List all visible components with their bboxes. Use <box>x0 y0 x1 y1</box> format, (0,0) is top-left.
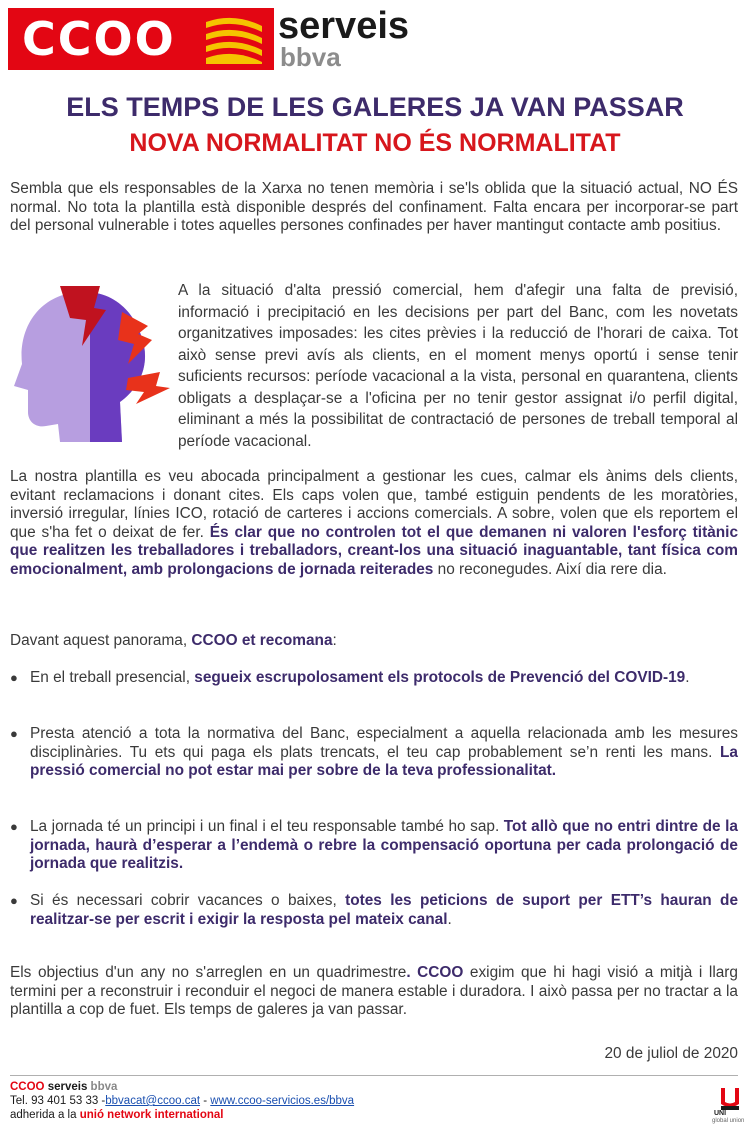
ccoo-logo-text: CCOO <box>22 12 176 66</box>
footer-network: unió network international <box>79 1109 224 1121</box>
panorama-text: Davant aquest panorama, <box>10 632 192 649</box>
bullet-text: En el treball presencial, segueix escrupolosament els protocols de Prevenció del COVID-19. <box>30 669 690 686</box>
footer-adherida: adherida a la unió network international <box>10 1109 224 1121</box>
paragraph-plantilla <box>10 468 738 579</box>
uni-logo-text: UNI <box>714 1110 727 1117</box>
brand-serveis: serveis <box>278 5 410 47</box>
panorama-line <box>10 632 738 651</box>
bullet-item <box>10 818 738 874</box>
bullet-icon: ● <box>10 819 18 834</box>
bullet-text: La jornada té un principi i un final i el teu responsable també ho sap. Tot allò que no entri dintre de la jornada, haurà d’esperar a l’endemà o rebre la compensació oportuna per cada prolongació de jornada que realitzis. <box>30 818 738 872</box>
footer-web-link[interactable]: www.ccoo-servicios.es/bbva <box>210 1095 355 1107</box>
bullet-text: Si és necessari cobrir vacances o baixes, totes les peticions de suport per ETT’s hauran de realitzar-se per escrit i exigir la resposta pel mateix canal. <box>30 892 739 928</box>
ccoo-logo <box>8 8 274 70</box>
side-paragraph: A la situació d'alta pressió comercial, hem d'afegir una falta de previsió, informació i precipitació en les decisions per part del Banc, com les novetats organitzatives imposades: les cites prèvies i la reducció de l'horari de caixa. Tot això sense previ avís als clients, en el moment menys oportú i sense tenir suficients recursos: període vacacional a la vista, personal en quarantena, clients obligats a desplaçar-se a l'oficina per no tenir gestor assignat i/o perfil digital, eliminant a més la possibilitat de contractació de persones de treball temporal al període vacacional. <box>178 282 738 450</box>
paragraph-plantilla-bold: És clar que no controlen tot el que demanen ni valoren l'esforç titànic que realitzen les treballadores i treballadors, creant-los una situació inaguantable, tant física com emocionalment, amb prolongacions de jornada reiterades <box>10 523 738 578</box>
closing-paragraph <box>10 964 738 1020</box>
bullet-item <box>10 669 738 688</box>
bullet-icon: ● <box>10 670 18 685</box>
closing-bold: . CCOO <box>406 964 464 981</box>
panorama-tail: : <box>332 632 337 649</box>
paragraph-plantilla-text: La nostra plantilla es veu abocada principalment a gestionar les cues, calmar els ànims dels clients, evitant reclamacions i donant cites. Els caps volen que, també estiguin pendents de les moratòries, inversió irregular, línies ICO, rotació de carteres i accions comercials. A sobre, volen que els reportem el que s'ha fet o deixat de fer. <box>10 468 738 541</box>
panorama-bold: CCOO et recomana <box>191 632 333 649</box>
bullet-icon: ● <box>10 893 18 908</box>
bullet-item <box>10 892 738 929</box>
footer-tel: Tel. 93 401 53 33 - <box>10 1095 106 1107</box>
footer-divider <box>10 1075 738 1076</box>
intro-paragraph: Sembla que els responsables de la Xarxa no tenen memòria i se'ls oblida que la situació actual, NO ÉS normal. No tota la plantilla està disponible després del confinament. Falta encara per incorporar-se part del personal vulnerable i totes aquelles persones confinades per haver mantingut contacte amb positius. <box>10 180 738 234</box>
document-date: 20 de juliol de 2020 <box>604 1045 738 1062</box>
header <box>8 5 428 72</box>
footer-org: CCOO serveis bbva <box>10 1081 118 1093</box>
brand-bbva: bbva <box>280 42 341 72</box>
bullet-item <box>10 725 738 781</box>
bullet-text: Presta atenció a tota la normativa del Banc, especialment a aquella relacionada amb les mesures disciplinàries. Tu ets qui paga els plats trencats, el teu cap probablement se’n renti les mans. La pressió comercial no pot estar mai per sobre de la teva professionalitat. <box>30 725 738 779</box>
page-subtitle: NOVA NORMALITAT NO ÉS NORMALITAT <box>129 129 621 157</box>
footer-contact: Tel. 93 401 53 33 -bbvacat@ccoo.cat - www.ccoo-servicios.es/bbva <box>10 1095 355 1107</box>
senyera-icon <box>204 14 264 64</box>
head-stress-icon <box>10 282 170 444</box>
page-title: ELS TEMPS DE LES GALERES JA VAN PASSAR <box>66 92 684 122</box>
footer-email-link[interactable]: bbvacat@ccoo.cat <box>105 1095 201 1107</box>
uni-logo-sub: global union <box>712 1118 745 1124</box>
bullet-icon: ● <box>10 726 18 741</box>
closing-tail: exigim que hi hagi visió a mitjà i llarg termini per a reconstruir i reconduir el negoci de manera estable i duradora. I això passa per no tractar a la plantilla a cop de fuet. Els temps de galeres ja van passar. <box>10 964 738 1018</box>
closing-text: Els objectius d'un any no s'arreglen en un quadrimestre <box>10 964 407 981</box>
paragraph-plantilla-tail: no reconegudes. Així dia rere dia. <box>433 560 667 578</box>
